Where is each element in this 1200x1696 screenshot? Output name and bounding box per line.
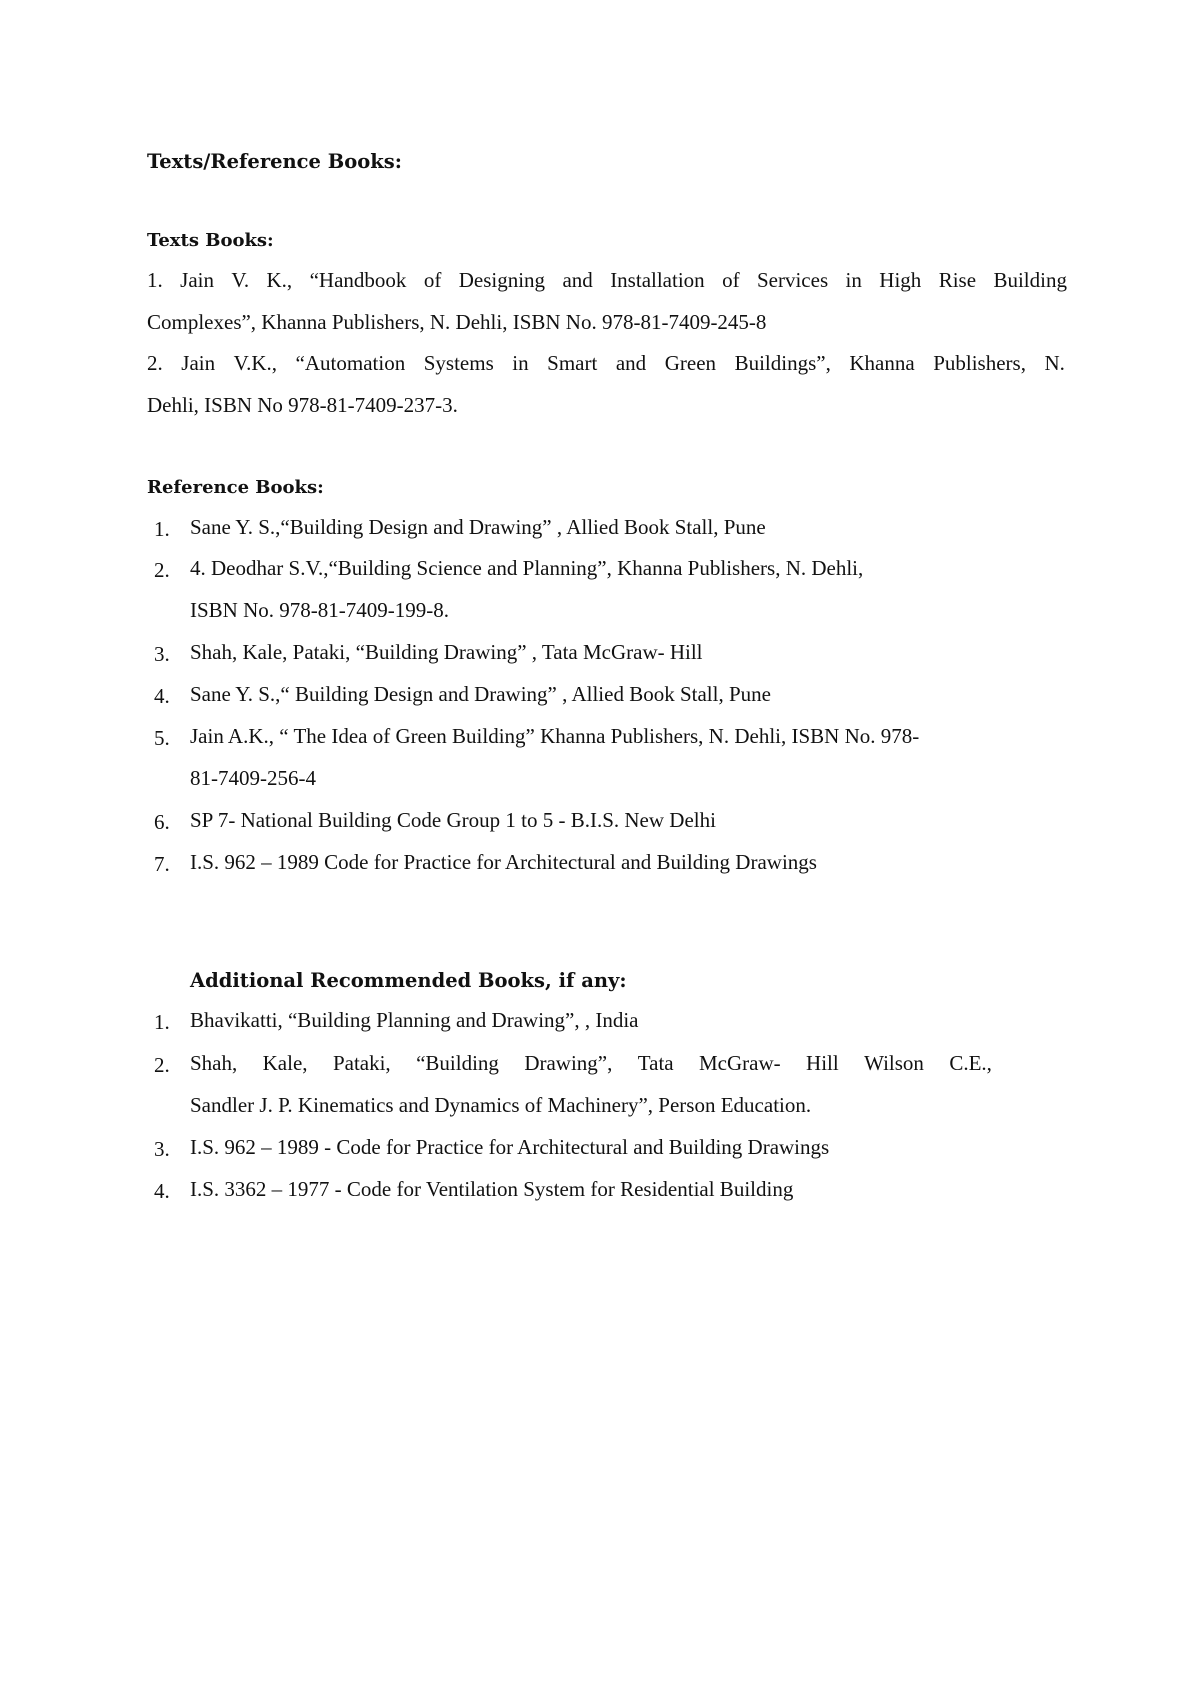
texts-book-2-word: Green <box>664 351 717 375</box>
add-item-2-line-2: Sandler J. P. Kinematics and Dynamics of Machinery”, Person Education. <box>190 1093 812 1117</box>
texts-book-1-word: Jain <box>180 268 214 292</box>
add-item-3: I.S. 962 – 1989 - Code for Practice for Architectural and Building Drawings <box>190 1135 830 1159</box>
reference-books-heading: Reference Books: <box>147 477 324 498</box>
ref-item-2-line-1: 4. Deodhar S.V.,“Building Science and Planning”, Khanna Publishers, N. Dehli, <box>190 556 864 580</box>
add-item-2-word: “Building <box>416 1051 499 1075</box>
add-item-2-word: Shah, <box>190 1051 238 1075</box>
ref-number-4: 4. <box>154 684 170 708</box>
ref-number-7: 7. <box>154 852 170 876</box>
texts-book-1-line-2: Complexes”, Khanna Publishers, N. Dehli, ISBN No. 978-81-7409-245-8 <box>147 310 767 334</box>
texts-book-1-word: and <box>562 268 593 292</box>
texts-book-1-word: Designing <box>458 268 546 292</box>
ref-number-1: 1. <box>154 517 170 541</box>
additional-books-heading: Additional Recommended Books, if any: <box>190 969 627 992</box>
ref-number-5: 5. <box>154 726 170 750</box>
texts-book-2-word: Khanna <box>849 351 915 375</box>
add-item-2-word: Kale, <box>262 1051 308 1075</box>
add-number-4: 4. <box>154 1179 170 1203</box>
ref-item-4: Sane Y. S.,“ Building Design and Drawing” , Allied Book Stall, Pune <box>190 682 771 706</box>
add-item-4: I.S. 3362 – 1977 - Code for Ventilation System for Residential Building <box>190 1177 794 1201</box>
ref-number-6: 6. <box>154 810 170 834</box>
texts-book-2-line-2: Dehli, ISBN No 978-81-7409-237-3. <box>147 393 458 417</box>
texts-books-heading: Texts Books: <box>147 230 274 251</box>
texts-book-2-word: Jain <box>181 351 216 375</box>
ref-item-1: Sane Y. S.,“Building Design and Drawing” , Allied Book Stall, Pune <box>190 515 766 539</box>
texts-book-2-word: N. <box>1044 351 1065 375</box>
texts-book-1-word: V. <box>231 268 250 292</box>
texts-book-2-word: Buildings”, <box>734 351 831 375</box>
add-number-1: 1. <box>154 1010 170 1034</box>
add-item-2-word: Tata <box>637 1051 674 1075</box>
add-item-1: Bhavikatti, “Building Planning and Drawing”, , India <box>190 1008 639 1032</box>
texts-book-1-line-1 <box>147 270 1067 291</box>
texts-book-2-word: Systems <box>423 351 494 375</box>
add-item-2-word: Pataki, <box>332 1051 391 1075</box>
texts-book-1-word: Installation <box>610 268 705 292</box>
texts-book-2-line-1 <box>147 353 1065 374</box>
texts-book-2-word: 2. <box>147 351 163 375</box>
add-item-2-word: C.E., <box>949 1051 992 1075</box>
texts-book-1-word: Building <box>993 268 1067 292</box>
texts-book-2-word: Publishers, <box>933 351 1026 375</box>
ref-item-6: SP 7- National Building Code Group 1 to 5 - B.I.S. New Delhi <box>190 808 716 832</box>
add-item-2-word: Drawing”, <box>524 1051 613 1075</box>
ref-item-2-line-2: ISBN No. 978-81-7409-199-8. <box>190 598 449 622</box>
texts-book-1-word: Services <box>756 268 829 292</box>
texts-book-1-word: High <box>879 268 922 292</box>
add-item-2-word: Hill <box>806 1051 839 1075</box>
texts-book-1-word: of <box>423 268 442 292</box>
ref-item-5-line-1: Jain A.K., “ The Idea of Green Building” Khanna Publishers, N. Dehli, ISBN No. 978- <box>190 724 920 748</box>
texts-book-2-word: V.K., <box>233 351 278 375</box>
texts-book-1-word: “Handbook <box>309 268 407 292</box>
texts-book-1-word: K., <box>266 268 293 292</box>
ref-item-3: Shah, Kale, Pataki, “Building Drawing” , Tata McGraw- Hill <box>190 640 703 664</box>
ref-item-7: I.S. 962 – 1989 Code for Practice for Architectural and Building Drawings <box>190 850 817 874</box>
texts-book-1-word: 1. <box>147 268 163 292</box>
add-number-3: 3. <box>154 1137 170 1161</box>
texts-book-2-word: in <box>512 351 529 375</box>
ref-item-5-line-2: 81-7409-256-4 <box>190 766 316 790</box>
texts-book-2-word: “Automation <box>295 351 406 375</box>
texts-book-2-word: and <box>615 351 647 375</box>
ref-number-3: 3. <box>154 642 170 666</box>
add-number-2: 2. <box>154 1053 170 1077</box>
add-item-2-word: McGraw- <box>699 1051 781 1075</box>
texts-book-1-word: of <box>722 268 740 292</box>
texts-book-1-word: in <box>845 268 862 292</box>
texts-book-1-word: Rise <box>938 268 977 292</box>
add-item-2-line-1 <box>190 1053 992 1074</box>
ref-number-2: 2. <box>154 558 170 582</box>
add-item-2-word: Wilson <box>864 1051 924 1075</box>
main-heading: Texts/Reference Books: <box>147 150 402 173</box>
texts-book-2-word: Smart <box>547 351 598 375</box>
